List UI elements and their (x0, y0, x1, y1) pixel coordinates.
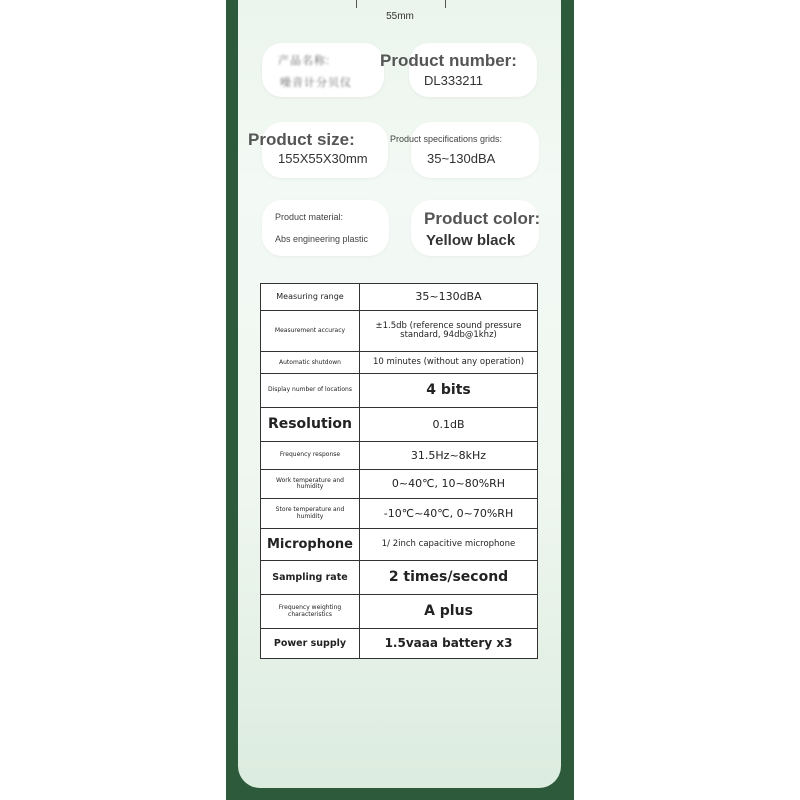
product-number-value: DL333211 (424, 73, 484, 88)
spec-key: Sampling rate (261, 560, 360, 594)
color-label: Product color: (424, 209, 541, 228)
spec-value: 0.1dB (360, 408, 538, 442)
spec-key: Measurement accuracy (261, 311, 360, 352)
spec-value: 1.5vaaa battery x3 (360, 629, 538, 659)
product-size-label: Product size: (248, 130, 355, 149)
spec-value: 2 times/second (360, 560, 538, 594)
table-row (261, 469, 538, 499)
product-size-value: 155X55X30mm (278, 151, 368, 166)
spec-key: Measuring range (261, 284, 360, 311)
material-card (262, 200, 389, 256)
table-row (261, 560, 538, 594)
spec-key: Automatic shutdown (261, 352, 360, 374)
table-row (261, 595, 538, 629)
spec-key: Display number of locations (261, 374, 360, 408)
spec-key: Frequency response (261, 442, 360, 469)
dimension-marker (356, 0, 446, 8)
material-value: Abs engineering plastic (275, 234, 369, 244)
spec-key: Frequency weighting characteristics (261, 595, 360, 629)
dimension-label: 55mm (386, 11, 414, 22)
spec-table (260, 283, 538, 659)
material-label: Product material: (275, 212, 344, 222)
color-value: Yellow black (426, 232, 516, 249)
spec-key: Work temperature and humidity (261, 469, 360, 499)
spec-grids-card (411, 122, 539, 178)
product-number-label: Product number: (380, 51, 517, 70)
spec-value: -10℃~40℃, 0~70%RH (360, 499, 538, 529)
spec-grids-value: 35~130dBA (427, 151, 496, 166)
table-row (261, 629, 538, 659)
spec-value: 1/ 2inch capacitive microphone (360, 529, 538, 561)
spec-key: Power supply (261, 629, 360, 659)
spec-value: 10 minutes (without any operation) (360, 352, 538, 374)
table-row (261, 352, 538, 374)
table-row (261, 529, 538, 561)
spec-key: Resolution (261, 408, 360, 442)
spec-value: 35~130dBA (360, 284, 538, 311)
blurred-name-value: 噪音计分贝仪 (280, 77, 352, 89)
spec-value: 0~40℃, 10~80%RH (360, 469, 538, 499)
table-row (261, 374, 538, 408)
spec-key: Microphone (261, 529, 360, 561)
spec-value: ±1.5db (reference sound pressure standard, 94db@1khz) (360, 311, 538, 352)
table-row (261, 284, 538, 311)
table-row (261, 408, 538, 442)
table-row (261, 499, 538, 529)
spec-key: Store temperature and humidity (261, 499, 360, 529)
table-row (261, 311, 538, 352)
spec-grids-label: Product specifications grids: (390, 134, 503, 144)
table-row (261, 442, 538, 469)
blurred-name-label: 产品名称: (278, 55, 331, 67)
spec-value: 31.5Hz~8kHz (360, 442, 538, 469)
spec-value: 4 bits (360, 374, 538, 408)
spec-value: A plus (360, 595, 538, 629)
